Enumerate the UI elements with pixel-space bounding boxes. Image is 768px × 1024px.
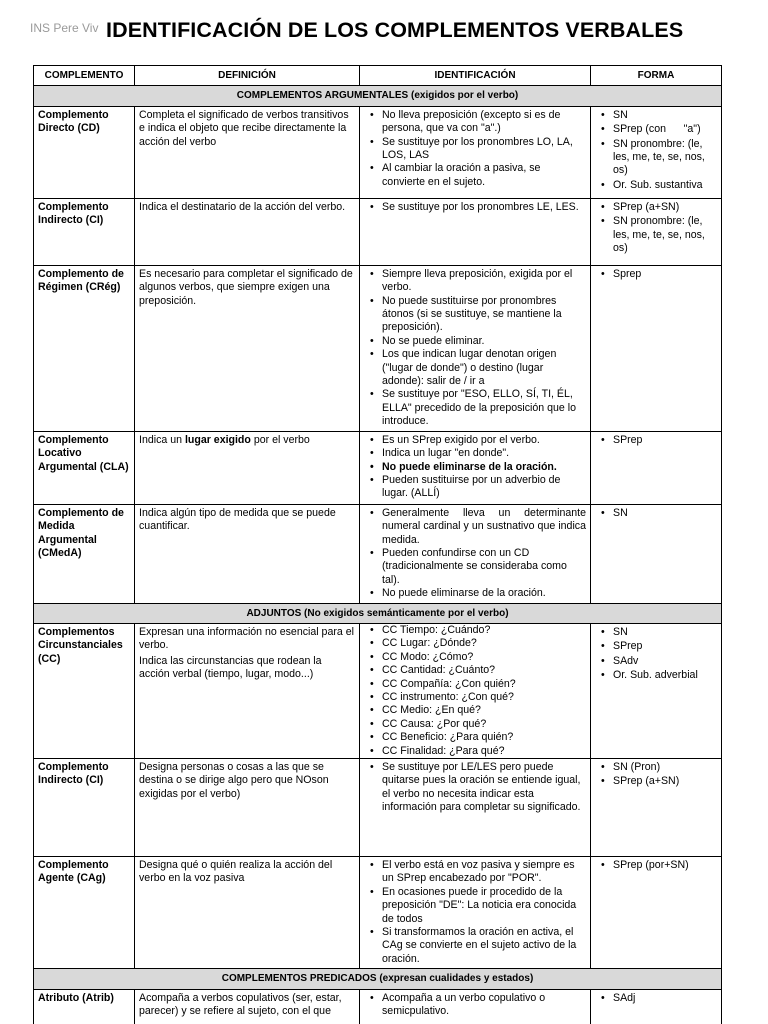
list-item: • SN — [595, 626, 717, 639]
table-row — [34, 504, 722, 603]
list-item: • Se sustituye por los pronombres LE, LES. — [364, 201, 586, 214]
form-cell — [591, 989, 722, 1024]
list-item: • SAdv — [595, 655, 717, 668]
form-cell — [591, 759, 722, 857]
form-cell — [591, 198, 722, 265]
identification-cell — [360, 198, 591, 265]
identification-cell — [360, 106, 591, 198]
identification-cell — [360, 431, 591, 504]
definition-cell: Indica el destinatario de la acción del verbo. — [135, 198, 360, 265]
complement-name: Complementos Circunstanciales (CC) — [34, 623, 135, 758]
table-row — [34, 106, 722, 198]
complement-name: Complemento Indirecto (CI) — [34, 759, 135, 857]
complement-name: Complemento Indirecto (CI) — [34, 198, 135, 265]
list-item: • CC Modo: ¿Cómo? — [364, 651, 586, 664]
list-item: • SN pronombre: (le, les, me, te, se, nos, os) — [595, 215, 717, 255]
list-item: • SAdj — [595, 992, 717, 1005]
list-item: • CC Compañía: ¿Con quién? — [364, 678, 586, 691]
list-item: • Or. Sub. sustantiva — [595, 179, 717, 192]
section-title: COMPLEMENTOS ARGUMENTALES (exigidos por el verbo) — [34, 86, 722, 106]
form-cell — [591, 265, 722, 431]
definition-cell: Completa el significado de verbos transitivos e indica el objeto que recibe directamente la acción del verbo — [135, 106, 360, 198]
list-item: • Acompaña a un verbo copulativo o semicpulativo. — [364, 992, 586, 1019]
complement-name: Complemento Locativo Argumental (CLA) — [34, 431, 135, 504]
list-item: • CC Lugar: ¿Dónde? — [364, 637, 586, 650]
column-header-identificacion: IDENTIFICACIÓN — [360, 66, 591, 86]
list-item: • SPrep (por+SN) — [595, 859, 717, 872]
complement-name: Complemento de Régimen (CRég) — [34, 265, 135, 431]
list-item: • En ocasiones puede ir procedido de la preposición "DE": La noticia era conocida de todos — [364, 886, 586, 926]
complements-table — [33, 65, 722, 1024]
list-item: • Se sustituye por LE/LES pero puede quitarse pues la oración se entiende igual, el verbo no necesita indicar esta información para completar su significado. — [364, 761, 586, 815]
list-item: • SN (Pron) — [595, 761, 717, 774]
list-item: • SPrep (a+SN) — [595, 201, 717, 214]
form-cell — [591, 623, 722, 758]
page-header — [0, 0, 768, 60]
list-item: • SPrep (a+SN) — [595, 775, 717, 788]
identification-cell — [360, 265, 591, 431]
list-item: • Pueden confundirse con un CD (tradicionalmente se consideraba como tal). — [364, 547, 586, 587]
section-row-adjuntos — [34, 603, 722, 623]
definition-text: Indica un — [139, 433, 185, 446]
definition-cell: Designa qué o quién realiza la acción del verbo en la voz pasiva — [135, 857, 360, 969]
table-header-row — [34, 66, 722, 86]
complement-name: Complemento Agente (CAg) — [34, 857, 135, 969]
list-item: • SN — [595, 109, 717, 122]
list-item: • SPrep (con "a") — [595, 123, 717, 136]
list-item: • Pueden sustituirse por un adverbio de lugar. (ALLÍ) — [364, 474, 586, 501]
column-header-definicion: DEFINICIÓN — [135, 66, 360, 86]
list-item: • CC Tiempo: ¿Cuándo? — [364, 624, 586, 637]
school-name: INS Pere Viv — [30, 21, 99, 35]
table-row — [34, 989, 722, 1024]
definition-text: por el verbo — [250, 433, 310, 446]
complement-name: Complemento Directo (CD) — [34, 106, 135, 198]
list-item: • SN — [595, 507, 717, 520]
definition-cell: Acompaña a verbos copulativos (ser, estar, parecer) y se refiere al sujeto, con el que — [135, 989, 360, 1024]
section-title: ADJUNTOS (No exigidos semánticamente por el verbo) — [34, 603, 722, 623]
identification-cell — [360, 857, 591, 969]
list-item: • Si transformamos la oración en activa, el CAg se convierte en el sujeto activo de la oración. — [364, 926, 586, 966]
complement-name: Complemento de Medida Argumental (CMedA) — [34, 504, 135, 603]
table-row — [34, 265, 722, 431]
list-item: • No lleva preposición (excepto si es de persona, que va con "a".) — [364, 109, 586, 136]
form-cell — [591, 106, 722, 198]
list-item: • Los que indican lugar denotan origen ("lugar de donde") o destino (lugar adonde): salir de / ir a — [364, 348, 586, 388]
identification-cell — [360, 623, 591, 758]
list-item: • Sprep — [595, 268, 717, 281]
table-row — [34, 759, 722, 857]
definition-cell — [135, 623, 360, 758]
definition-cell — [135, 431, 360, 504]
list-item: • El verbo está en voz pasiva y siempre es un SPrep encabezado por "POR". — [364, 859, 586, 886]
list-item: • Se sustituye por "ESO, ELLO, SÍ, TI, ÉL, ELLA" precedido de la preposición que lo introduce. — [364, 388, 586, 428]
form-cell — [591, 857, 722, 969]
column-header-forma: FORMA — [591, 66, 722, 86]
identification-cell — [360, 504, 591, 603]
definition-cell: Indica algún tipo de medida que se puede cuantificar. — [135, 504, 360, 603]
list-item: • Indica un lugar "en donde". — [364, 447, 586, 460]
definition-cell: Es necesario para completar el significado de algunos verbos, que siempre exigen una preposición. — [135, 265, 360, 431]
list-item: • SN pronombre: (le, les, me, te, se, nos, os) — [595, 138, 717, 178]
form-cell — [591, 504, 722, 603]
table-row — [34, 857, 722, 969]
table-row — [34, 623, 722, 758]
list-item: • No puede eliminarse de la oración. — [364, 587, 586, 600]
list-item: • Se sustituye por los pronombres LO, LA, LOS, LAS — [364, 136, 586, 163]
list-item: • SPrep — [595, 434, 717, 447]
definition-cell: Designa personas o cosas a las que se destina o se dirige algo pero que NOson exigidas por el verbo) — [135, 759, 360, 857]
list-item: • Or. Sub. adverbial — [595, 669, 717, 682]
table-row — [34, 198, 722, 265]
list-item: • CC Medio: ¿En qué? — [364, 704, 586, 717]
list-item: • SPrep — [595, 640, 717, 653]
form-cell — [591, 431, 722, 504]
list-item: • Es un SPrep exigido por el verbo. — [364, 434, 586, 447]
list-item: • Generalmente lleva un determinante numeral cardinal y un sustnativo que indica medida. — [364, 507, 586, 547]
complement-name: Atributo (Atrib) — [34, 989, 135, 1024]
identification-cell — [360, 759, 591, 857]
definition-text: Expresan una información no esencial para el verbo. — [139, 625, 354, 652]
list-item: • No se puede eliminar. — [364, 335, 586, 348]
list-item: • CC Beneficio: ¿Para quién? — [364, 731, 586, 744]
list-item: • CC Causa: ¿Por qué? — [364, 718, 586, 731]
table-row — [34, 431, 722, 504]
list-item: • Al cambiar la oración a pasiva, se convierte en el sujeto. — [364, 162, 586, 189]
list-item: • CC instrumento: ¿Con qué? — [364, 691, 586, 704]
definition-text: Indica las circunstancias que rodean la acción verbal (tiempo, lugar, modo...) — [139, 654, 322, 681]
identification-cell — [360, 989, 591, 1024]
list-item: • CC Cantidad: ¿Cuánto? — [364, 664, 586, 677]
section-title: COMPLEMENTOS PREDICADOS (expresan cualidades y estados) — [34, 969, 722, 989]
section-row-argumentales — [34, 86, 722, 106]
definition-emphasis: lugar exigido — [184, 433, 251, 446]
page-title: IDENTIFICACIÓN DE LOS COMPLEMENTOS VERBALES — [106, 18, 684, 42]
list-item: • Siempre lleva preposición, exigida por el verbo. — [364, 268, 586, 295]
list-item: • CC Finalidad: ¿Para qué? — [364, 745, 586, 758]
list-item: • No puede sustituirse por pronombres átonos (si se sustituye, se mantiene la preposición). — [364, 295, 586, 335]
list-item: • No puede eliminarse de la oración. — [364, 461, 586, 474]
column-header-complemento: COMPLEMENTO — [34, 66, 135, 86]
section-row-predicados — [34, 969, 722, 989]
